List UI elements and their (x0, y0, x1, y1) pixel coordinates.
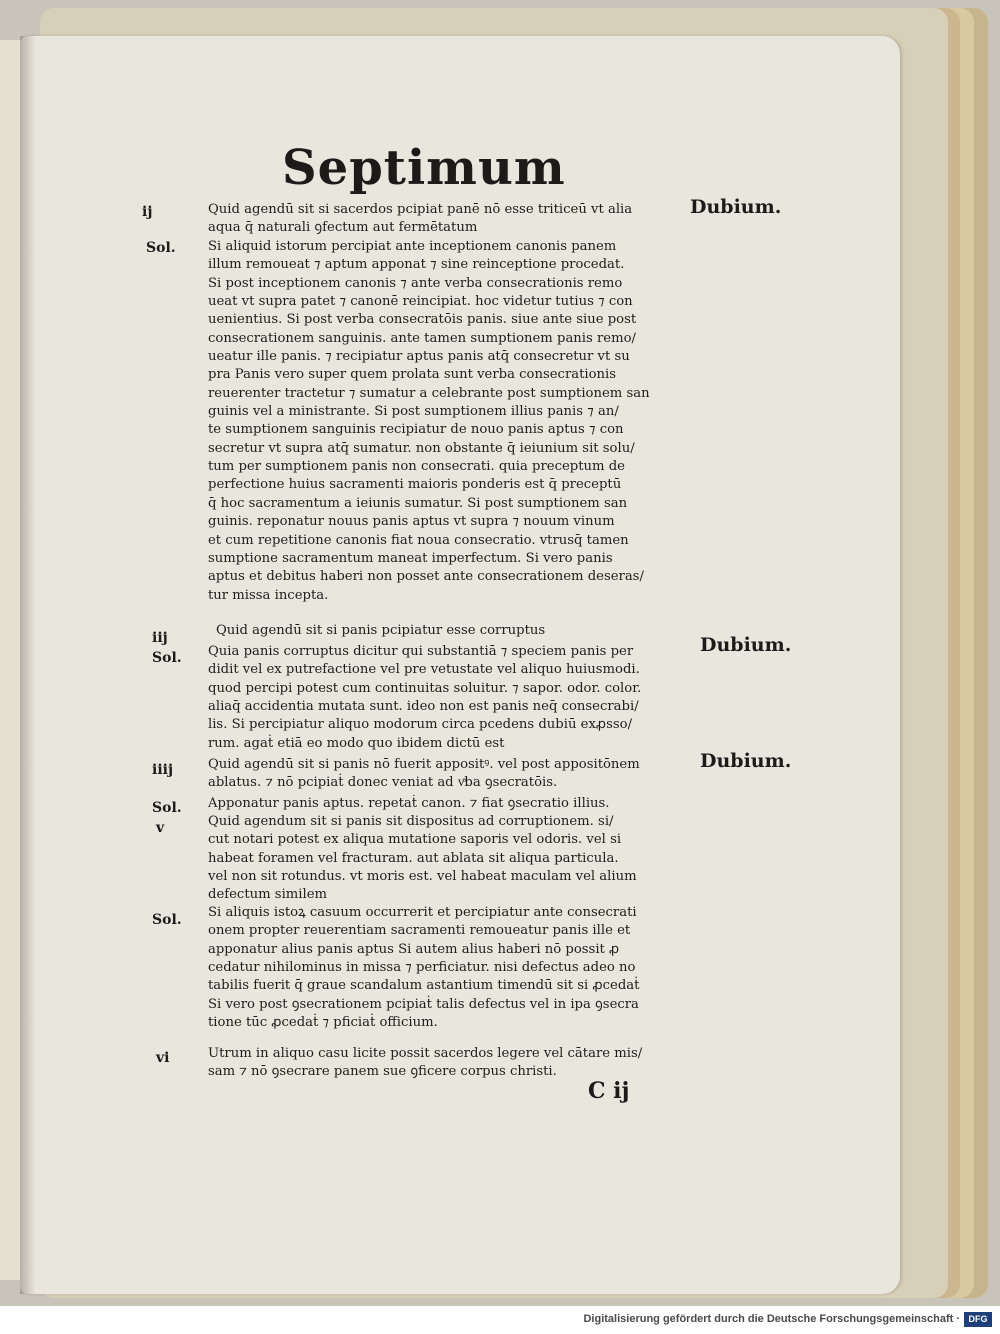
solution-block-1 (208, 238, 702, 605)
text-line: defectum similem (208, 887, 328, 903)
text-line: tur missa incepta. (208, 587, 329, 603)
text-line: habeat foramen vel fracturam. aut ablata sit aliqua particula. (208, 850, 619, 866)
signature-mark: C ij (588, 1078, 630, 1104)
text-line: Quid agendum sit si panis sit dispositus ad corruptionem. si/ (208, 814, 614, 829)
solution-block-4 (208, 904, 702, 1032)
margin-sol-4: Sol. (152, 912, 182, 928)
text-line: ueatur ille panis. ⁊ recipiatur aptus panis atq̄ consecretur vt su (208, 349, 630, 365)
margin-iij: iij (152, 630, 168, 646)
question-block-ij (208, 201, 702, 238)
text-line: guinis vel a ministrante. Si post sumptionem illius panis ⁊ an/ (208, 404, 619, 420)
text-line: ablatus. ⁊ nō pcipiaṫ donec veniat ad vͣba ꝯsecratōis. (208, 775, 558, 791)
solution-block-3 (208, 795, 702, 813)
margin-iiij: iiij (152, 762, 174, 778)
solution-block-2 (208, 643, 702, 753)
text-line: onem propter reuerentiam sacramenti remoueatur panis ille et (208, 923, 631, 939)
text-line: reuerenter tractetur ⁊ sumatur a celebrante post sumptionem san (208, 385, 650, 401)
text-line: pra Panis vero super quem prolata sunt verba consecrationis (208, 367, 617, 383)
margin-sol-1: Sol. (146, 240, 176, 256)
text-line: sumptione sacramentum maneat imperfectum. Si vero panis (208, 550, 613, 566)
footer-credit: Digitalisierung gefördert durch die Deutsche Forschungsgemeinschaft · (583, 1313, 960, 1325)
margin-v: v (156, 820, 165, 836)
text-line: q̄ hoc sacramentum a ieiunis sumatur. Si post sumptionem san (208, 495, 628, 511)
text-line: te sumptionem sanguinis recipiatur de nouo panis aptus ⁊ con (208, 422, 624, 438)
margin-ij: ij (142, 204, 153, 220)
text-line: Si vero post ꝯsecrationem pcipiaṫ talis defectus vel in ipa ꝯsecra (208, 996, 639, 1012)
text-line: cut notari potest ex aliqua mutatione saporis vel odoris. vel si (208, 832, 622, 848)
text-line: vel non sit rotundus. vt moris est. vel habeat maculam vel alium (208, 869, 637, 885)
text-line: Quid agendū sit si panis nō fuerit appositꝰ. vel post appositōnem (208, 757, 640, 772)
dubium-label: Dubium. (700, 634, 792, 656)
text-line: perfectione huius sacramenti maioris ponderis est q̄ preceptū (208, 477, 622, 493)
text-line: Quid agendū sit si sacerdos pcipiat panē nō esse triticeū vt alia (208, 202, 633, 217)
text-line: Utrum in aliquo casu licite possit sacerdos legere vel cātare mis/ (208, 1046, 643, 1061)
text-line: Si post inceptionem canonis ⁊ ante verba consecrationis remo (208, 275, 623, 291)
text-line: Si aliquis istoꝝ casuum occurrerit et percipiatur ante consecrati (208, 905, 637, 920)
text-line: cedatur nihilominus in missa ⁊ perficiatur. nisi defectus adeo no (208, 960, 636, 976)
text-line: rum. agaṫ etiā eo modo quo ibidem dictū est (208, 735, 505, 751)
question-block-iij (216, 622, 710, 640)
question-block-vi (208, 1045, 702, 1082)
text-line: lis. Si percipiatur aliquo modorum circa pcedens dubiū exꝓsso/ (208, 717, 633, 733)
text-line: consecrationem sanguinis. ante tamen sumptionem panis remo/ (208, 330, 636, 346)
text-line: aptus et debitus haberi non posset ante consecrationem deseras/ (208, 569, 644, 585)
text-line: Quid agendū sit si panis pcipiatur esse corruptus (216, 623, 546, 638)
text-line: tabilis fuerit q̄ graue scandalum astantium timendū sit si ꝓcedaṫ (208, 978, 640, 994)
text-line: guinis. reponatur nouus panis aptus vt supra ⁊ nouum vinum (208, 514, 615, 530)
text-line: apponatur alius panis aptus Si autem alius haberi nō possit ꝓ (208, 941, 620, 957)
text-line: illum remoueat ⁊ aptum apponat ⁊ sine reinceptione procedat. (208, 257, 625, 273)
dubium-label: Dubium. (700, 750, 792, 772)
text-line: tum per sumptionem panis non consecrati. quia preceptum de (208, 459, 625, 475)
text-line: tione tūc ꝓcedaṫ ⁊ pficiaṫ officium. (208, 1015, 438, 1031)
question-block-iiij (208, 756, 702, 793)
page-title: Septimum (282, 140, 566, 196)
text-line: Apponatur panis aptus. repetaṫ canon. ⁊ fiat ꝯsecratio illius. (208, 796, 610, 811)
gutter-shadow (20, 36, 36, 1294)
text-line: quod percipi potest cum continuitas soluitur. ⁊ sapor. odor. color. (208, 680, 642, 696)
text-line: sam ⁊ nō ꝯsecrare panem sue ꝯficere corpus christi. (208, 1064, 557, 1080)
footer-bar (0, 1306, 1000, 1334)
question-block-v (208, 813, 702, 905)
text-line: Si aliquid istorum percipiat ante inceptionem canonis panem (208, 239, 617, 254)
dfg-logo: DFG (964, 1312, 992, 1327)
margin-sol-3: Sol. (152, 800, 182, 816)
margin-sol-2: Sol. (152, 650, 182, 666)
text-line: secretur vt supra atq̄ sumatur. non obstante q̄ ieiunium sit solu/ (208, 440, 635, 456)
text-line: et cum repetitione canonis fiat noua consecratio. vtrusq̄ tamen (208, 532, 629, 548)
text-line: ueat vt supra patet ⁊ canonē reincipiat. hoc videtur tutius ⁊ con (208, 294, 633, 310)
text-line: aqua q̄ naturali ꝯfectum aut fermētatum (208, 220, 478, 236)
margin-vi: vi (156, 1050, 170, 1066)
text-line: aliaq̄ accidentia mutata sunt. ideo non est panis neq̄ consecrabi/ (208, 699, 639, 715)
text-line: didit vel ex putrefactione vel pre vetustate vel aliquo huiusmodi. (208, 662, 640, 678)
text-line: uenientius. Si post verba consecratōis panis. siue ante siue post (208, 312, 637, 328)
text-line: Quia panis corruptus dicitur qui substantiā ⁊ speciem panis per (208, 644, 634, 659)
dubium-label: Dubium. (690, 196, 782, 218)
